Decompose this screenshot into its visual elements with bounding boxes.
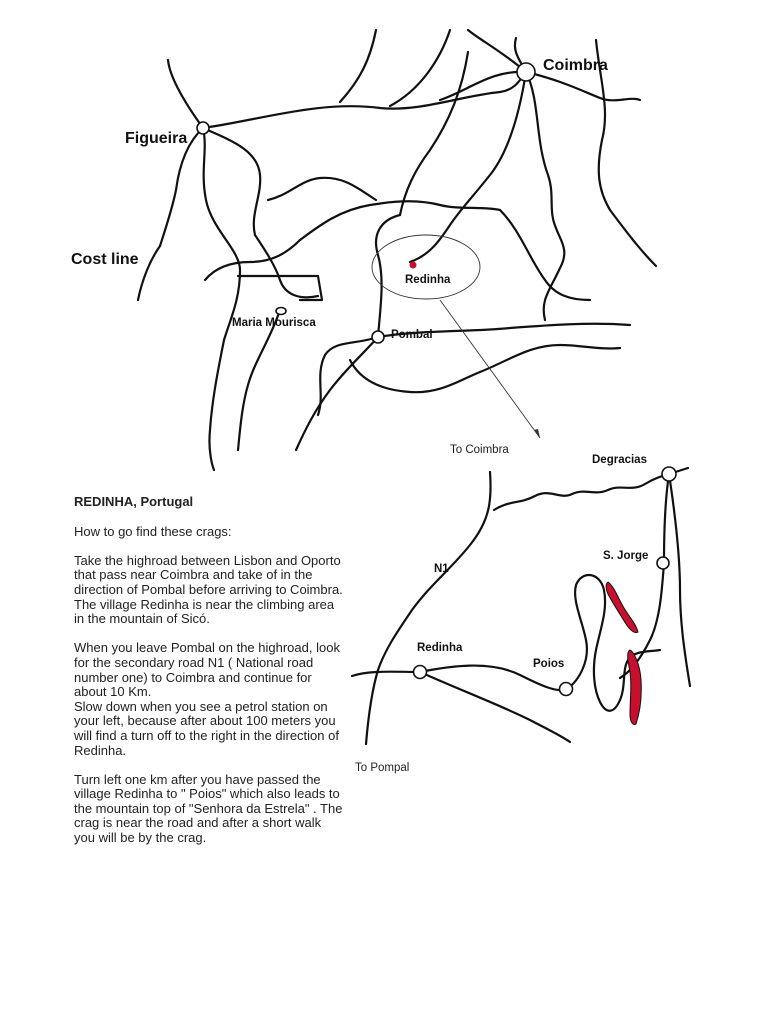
article-paragraph-1: Take the highroad between Lisbon and Oporto that pass near Coimbra and take of in the direction of Pombal before arriving to Coimbra. The village Redinha is near the climbing area in the mountain of Sicó. — [74, 552, 343, 627]
road-central-west — [300, 201, 500, 240]
degracias-marker — [662, 467, 676, 481]
highroad-coimbra-south — [410, 72, 526, 262]
road-pombal-south — [296, 337, 378, 450]
label-redinha-overview: Redinha — [405, 274, 451, 286]
road-figueira-south — [203, 128, 240, 340]
zoom-pointer-arrow — [534, 429, 540, 438]
road-to-degracias — [494, 468, 688, 510]
article-paragraph-2a: When you leave Pombal on the highroad, look for the secondary road N1 ( National road number one) to Coimbra and continue for about 10 Km. — [74, 640, 340, 700]
road-to-maria — [255, 235, 318, 297]
road-degracias-east — [669, 474, 690, 686]
zoom-pointer-line — [440, 300, 540, 438]
road-redinha-southeast — [420, 672, 570, 742]
label-n1: N1 — [434, 563, 449, 575]
label-poios: Poios — [533, 658, 565, 670]
label-pombal: Pombal — [391, 329, 433, 341]
directions-article — [74, 495, 344, 860]
road-pombal-north — [376, 215, 400, 337]
road-redinha-west — [352, 672, 420, 676]
road-figueira-east — [203, 128, 260, 235]
road-north-hills — [390, 30, 450, 106]
article-paragraph-2b: Slow down when you see a petrol station on your left, because after about 100 meters you will find a turn off to the right in the direction of Redinha. — [74, 698, 339, 758]
pombal-town-marker — [372, 331, 384, 343]
coimbra-town-marker — [517, 63, 535, 81]
label-degracias: Degracias — [592, 454, 647, 466]
crag-north — [606, 582, 638, 633]
road-northeast — [400, 52, 468, 215]
road-central — [268, 178, 376, 200]
redinha-detail-marker — [414, 666, 427, 679]
detail-map — [352, 444, 690, 774]
road-far-west — [138, 246, 160, 300]
redinha-area-ellipse — [372, 235, 480, 299]
road-coimbra-northwest — [468, 30, 526, 72]
overview-roads — [138, 30, 656, 470]
label-coimbra: Coimbra — [543, 57, 608, 74]
figueira-town-marker — [197, 122, 209, 134]
label-redinha-detail: Redinha — [417, 642, 463, 654]
redinha-red-marker — [410, 262, 417, 269]
overview-map — [71, 30, 656, 470]
maria-mourisca-marker — [276, 308, 286, 315]
label-to-coimbra: To Coimbra — [450, 444, 509, 456]
road-coimbra-southeast — [526, 72, 564, 320]
label-sjorge: S. Jorge — [603, 550, 649, 562]
road-figueira-northwest — [168, 60, 203, 128]
road-n1 — [366, 472, 491, 744]
road-west-south — [209, 340, 224, 470]
road-degracias-sjorge — [664, 474, 669, 563]
road-east-branch — [500, 210, 590, 300]
article-title: REDINHA, Portugal — [74, 494, 194, 509]
label-cost-line: Cost line — [71, 251, 139, 268]
label-figueira: Figueira — [125, 130, 188, 147]
article-paragraph-3: Turn left one km after you have passed the village Redinha to " Poios" which also leads to the mountain top of "Senhora da Estrela" . The crag is near the road and after a short walk you will be by the crag. — [74, 771, 343, 846]
road-south-east — [480, 345, 620, 372]
road-maria-south — [238, 310, 280, 450]
road-figueira-coimbra — [203, 72, 526, 128]
crag-south — [628, 650, 642, 725]
road-north-center — [340, 30, 376, 102]
sjorge-marker — [657, 557, 669, 569]
article-intro: How to go find these crags: — [74, 523, 232, 539]
label-to-pompal: To Pompal — [355, 762, 410, 774]
road-south-center — [350, 360, 480, 392]
label-maria-mourisca: Maria Mourisca — [232, 317, 316, 329]
road-pombal-southwest — [318, 337, 378, 415]
poios-marker — [560, 683, 573, 696]
road-west-branch — [205, 240, 300, 280]
road-coimbra-east — [526, 72, 640, 100]
